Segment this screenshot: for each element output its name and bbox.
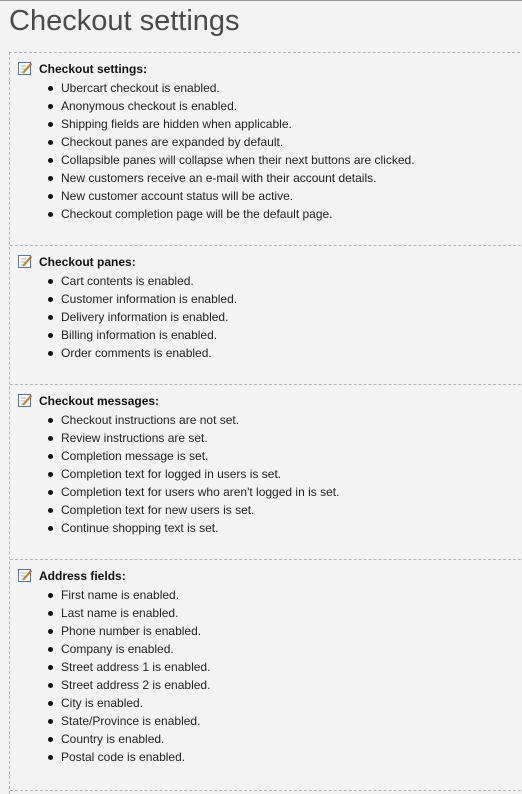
list-item: Street address 2 is enabled. — [46, 676, 210, 694]
list-item: Completion text for users who aren't logged in is set. — [46, 483, 339, 501]
section-header — [18, 393, 159, 409]
list-item: Checkout panes are expanded by default. — [46, 133, 415, 151]
edit-icon[interactable] — [18, 62, 32, 76]
list-item: Continue shopping text is set. — [46, 519, 339, 537]
section-checkout-panes — [10, 246, 522, 385]
list-item: Street address 1 is enabled. — [46, 658, 210, 676]
section-title: Checkout settings: — [39, 62, 148, 76]
list-item: Review instructions are set. — [46, 429, 339, 447]
section-title: Address fields: — [39, 569, 126, 583]
list-item: Ubercart checkout is enabled. — [46, 79, 415, 97]
list-item: Customer information is enabled. — [46, 290, 237, 308]
list-item: Last name is enabled. — [46, 604, 210, 622]
list-item: Company is enabled. — [46, 640, 210, 658]
list-item: First name is enabled. — [46, 586, 210, 604]
edit-icon[interactable] — [18, 255, 32, 269]
section-address-fields — [10, 560, 522, 791]
list-item: New customers receive an e-mail with their account details. — [46, 169, 415, 187]
list-item: Order comments is enabled. — [46, 344, 237, 362]
list-item: Delivery information is enabled. — [46, 308, 237, 326]
list-item: Shipping fields are hidden when applicable. — [46, 115, 415, 133]
list-item: Postal code is enabled. — [46, 748, 210, 766]
section-title: Checkout messages: — [39, 394, 160, 408]
list-item: City is enabled. — [46, 694, 210, 712]
list-item: New customer account status will be active. — [46, 187, 415, 205]
section-checkout-settings — [10, 53, 522, 246]
page-title: Checkout settings — [9, 5, 240, 37]
list-item: Completion text for logged in users is set. — [46, 465, 339, 483]
list-item: Checkout completion page will be the default page. — [46, 205, 415, 223]
list-item: Cart contents is enabled. — [46, 272, 237, 290]
list-item: Phone number is enabled. — [46, 622, 210, 640]
edit-icon[interactable] — [18, 394, 32, 408]
section-checkout-messages — [10, 385, 522, 560]
list-item: Checkout instructions are not set. — [46, 411, 339, 429]
section-header — [18, 61, 147, 77]
list-item: Country is enabled. — [46, 730, 210, 748]
list-item: Billing information is enabled. — [46, 326, 237, 344]
item-list — [46, 586, 210, 766]
settings-overview — [9, 52, 522, 794]
item-list — [46, 411, 339, 537]
section-title: Checkout panes: — [39, 255, 136, 269]
list-item: Anonymous checkout is enabled. — [46, 97, 415, 115]
list-item: Collapsible panes will collapse when their next buttons are clicked. — [46, 151, 415, 169]
list-item: Completion message is set. — [46, 447, 339, 465]
list-item: Completion text for new users is set. — [46, 501, 339, 519]
item-list — [46, 272, 237, 362]
list-item: State/Province is enabled. — [46, 712, 210, 730]
edit-icon[interactable] — [18, 569, 32, 583]
item-list — [46, 79, 415, 223]
section-header — [18, 254, 136, 270]
section-header — [18, 568, 126, 584]
